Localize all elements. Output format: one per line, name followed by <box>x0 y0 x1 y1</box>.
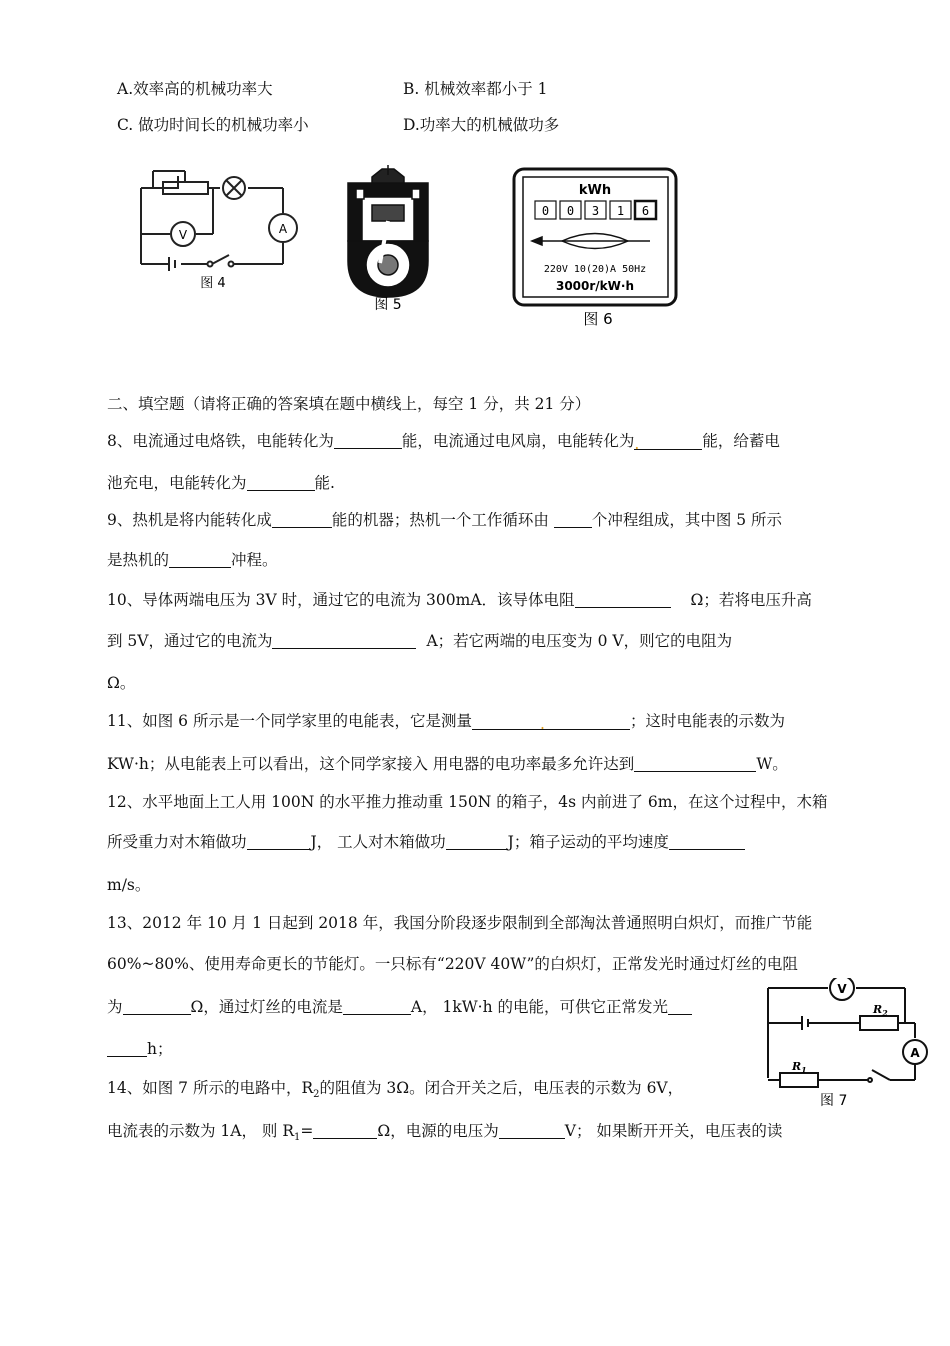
answer-blank[interactable] <box>247 833 311 850</box>
figure-6-caption: 图 6 <box>583 310 613 328</box>
answer-blank[interactable] <box>499 1122 565 1139</box>
answer-blank[interactable] <box>272 632 416 649</box>
meter-unit: kWh <box>578 183 612 198</box>
meter-digit: 0 <box>566 204 575 218</box>
answer-blank[interactable] <box>107 1040 147 1057</box>
question-13-line-2: 60%~80%、使用寿命更长的节能灯。一只标有“220V 40W”的白炽灯，正常发光时通过灯丝的电阻 <box>107 955 798 973</box>
answer-blank[interactable] <box>669 833 745 850</box>
meter-digits <box>535 201 656 219</box>
meter-digit: 6 <box>641 204 650 218</box>
meter-rate: 3000r/kW·h <box>555 279 635 293</box>
question-12-line-1: 12、水平地面上工人用 100N 的水平推力推动重 150N 的箱子，4s 内前进了 6m，在这个过程中，木箱 <box>107 793 828 811</box>
resistor-r2-label: $R_2$ <box>873 1003 888 1018</box>
question-12-line-2: 所受重力对木箱做功 J， 工人对木箱做功 J；箱子运动的平均速度 <box>107 831 837 853</box>
answer-blank[interactable]: . <box>472 713 630 730</box>
figure-6-electric-meter <box>510 166 680 331</box>
answer-blank[interactable] <box>334 432 402 449</box>
option-d: D.功率大的机械做功多 <box>403 116 560 134</box>
option-a: A.效率高的机械功率大 <box>117 80 273 98</box>
question-13-line-3: 为 Ω，通过灯丝的电流是 A， 1kW·h 的电能，可供它正常发光 <box>107 996 757 1018</box>
option-b: B. 机械效率都小于 1 <box>403 80 548 98</box>
question-14-line-2: 电流表的示数为 1A， 则 $R_1= \Omega$，电源的电压为 V； 如果断开开关，电压表的读 <box>107 1122 783 1144</box>
question-8-line-1: 8、电流通过电烙铁，电能转化为 能，电流通过电风扇，电能转化为. 能，给蓄电 <box>107 432 780 453</box>
answer-blank[interactable] <box>554 511 592 528</box>
answer-blank[interactable] <box>272 511 332 528</box>
figure-5-engine <box>342 165 432 313</box>
question-11-line-1: 11、如图 6 所示是一个同学家里的电能表，它是测量 . ；这时电能表的示数为 <box>107 712 785 733</box>
figure-5-caption: 图 5 <box>374 297 402 313</box>
answer-blank[interactable] <box>247 474 315 491</box>
answer-blank[interactable] <box>169 551 231 568</box>
ammeter-label: A <box>278 222 288 236</box>
question-12-line-3: m/s。 <box>107 876 151 894</box>
answer-blank[interactable]: . <box>634 433 702 450</box>
meter-spec: 220V 10(20)A 50Hz <box>543 264 647 275</box>
question-10-line-2: 到 5V，通过它的电流为 A；若它两端的电压变为 0 V，则它的电阻为 <box>107 632 733 650</box>
voltmeter-label: V <box>178 228 188 242</box>
answer-blank[interactable] <box>634 755 756 772</box>
voltmeter-label: V <box>837 982 847 996</box>
question-14-line-1: 14、如图 7 所示的电路中，$R_2$的阻值为 3Ω。闭合开关之后，电压表的示数为 6V， <box>107 1079 684 1101</box>
meter-digit: 1 <box>616 204 625 218</box>
question-8-line-2: 池充电，电能转化为 能. <box>107 474 335 492</box>
question-13-line-4: h； <box>107 1038 757 1060</box>
answer-blank[interactable] <box>123 998 191 1015</box>
option-c: C. 做功时间长的机械功率小 <box>117 116 309 134</box>
ammeter-label: A <box>910 1046 920 1060</box>
resistor-r1-label: $R_1$ <box>792 1060 807 1075</box>
answer-blank[interactable] <box>343 998 411 1015</box>
question-9-line-1: 9、热机是将内能转化成 能的机器；热机一个工作循环由 个冲程组成，其中图 5 所示 <box>107 511 783 529</box>
figure-7-caption: 图 7 <box>820 1093 848 1109</box>
answer-blank[interactable] <box>446 833 508 850</box>
figure-4-circuit <box>133 168 308 293</box>
question-13-line-1: 13、2012 年 10 月 1 日起到 2018 年，我国分阶段逐步限制到全部淘汰普通照明白炽灯，而推广节能 <box>107 914 813 932</box>
meter-digit: 0 <box>541 204 550 218</box>
answer-blank[interactable] <box>313 1122 377 1139</box>
figure-4-caption: 图 4 <box>200 276 226 291</box>
question-10-line-3: Ω。 <box>107 674 136 692</box>
meter-digit: 3 <box>591 204 600 218</box>
answer-blank[interactable] <box>575 591 671 608</box>
figure-7-circuit <box>760 978 932 1110</box>
question-10-line-1: 10、导体两端电压为 3V 时，通过它的电流为 300mA．该导体电阻 Ω；若将电压升高 <box>107 591 812 609</box>
answer-blank[interactable] <box>668 998 692 1015</box>
question-11-line-2: KW·h；从电能表上可以看出，这个同学家接入 用电器的电功率最多允许达到 W。 <box>107 755 788 773</box>
section-heading: 二、填空题（请将正确的答案填在题中横线上，每空 1 分，共 21 分） <box>107 395 591 413</box>
question-9-line-2: 是热机的 冲程。 <box>107 551 278 569</box>
